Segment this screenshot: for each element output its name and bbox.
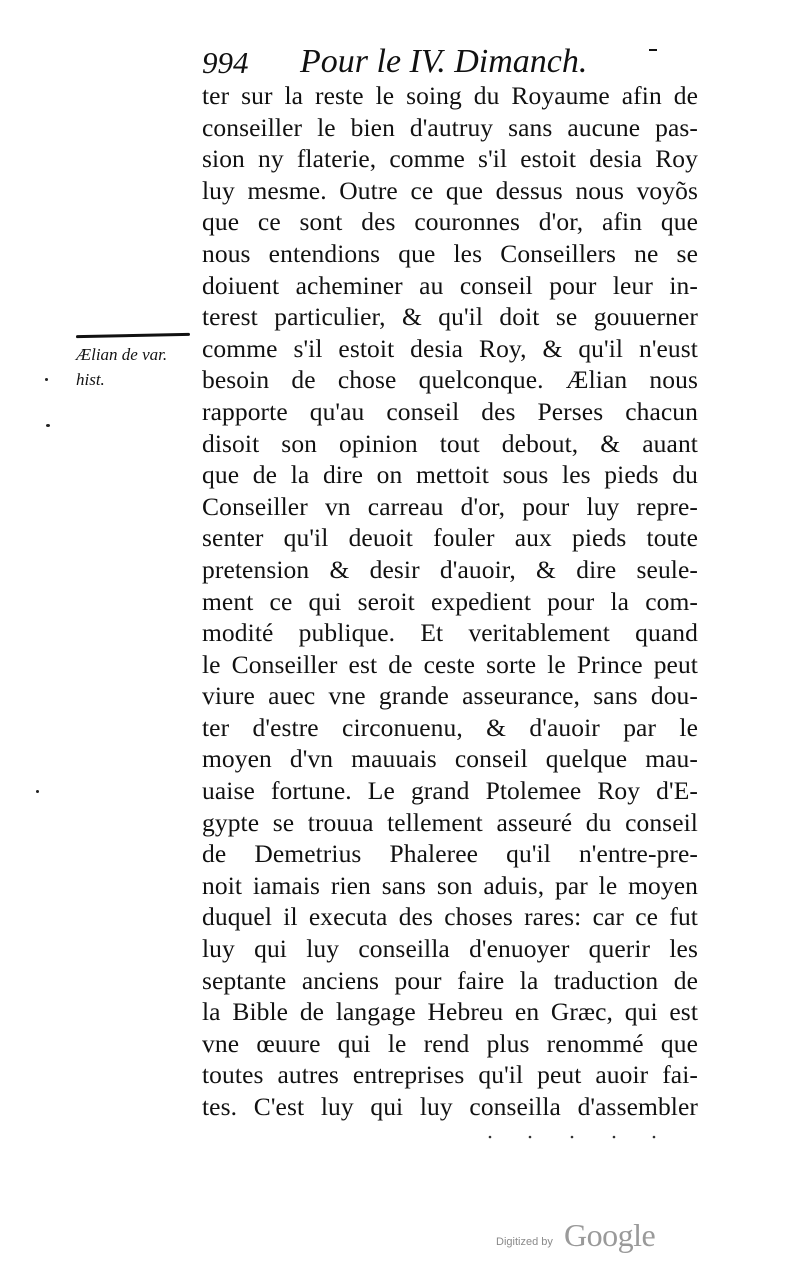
text-line: ter d'estre circonuenu, & d'auoir par le <box>202 712 698 742</box>
ink-dot <box>489 1136 492 1139</box>
footer-ink-dots <box>488 1132 678 1142</box>
text-line: nous entendions que les Conseillers ne se <box>202 238 698 268</box>
ink-dot <box>613 1136 616 1139</box>
text-line: pretension & desir d'auoir, & dire seule- <box>202 554 698 584</box>
text-line: senter qu'il deuoit fouler aux pieds toute <box>202 523 698 553</box>
margin-note <box>76 342 204 392</box>
margin-note-line: Ælian de var. <box>76 345 168 364</box>
text-line: toutes autres entreprises qu'il peut auoir fai- <box>202 1060 698 1090</box>
text-line: rapporte qu'au conseil des Perses chacun <box>202 396 698 426</box>
text-line: viure auec vne grande asseurance, sans dou- <box>202 681 698 711</box>
text-line: comme s'il estoit desia Roy, & qu'il n'eust <box>202 333 698 363</box>
ink-speck <box>45 378 48 381</box>
text-line: terest particulier, & qu'il doit se gouuerner <box>202 302 698 332</box>
text-line: ter sur la reste le soing du Royaume afin de <box>202 81 698 110</box>
text-line: modité publique. Et veritablement quand <box>202 618 698 648</box>
text-line: doiuent acheminer au conseil pour leur in- <box>202 270 698 300</box>
text-line: disoit son opinion tout debout, & auant <box>202 428 698 458</box>
google-logo: Google <box>564 1217 656 1253</box>
body-text <box>202 80 702 1123</box>
text-line: septante anciens pour faire la traduction de <box>202 965 698 995</box>
text-line: gypte se trouua tellement asseuré du conseil <box>202 807 698 837</box>
text-line: luy qui luy conseilla d'enuoyer querir les <box>202 934 698 964</box>
text-line: moyen d'vn mauuais conseil quelque mau- <box>202 744 698 774</box>
text-line: tes. C'est luy qui luy conseilla d'assembler <box>202 1092 698 1121</box>
margin-note-line: hist. <box>76 370 105 389</box>
ink-dot <box>653 1136 656 1139</box>
ink-speck <box>36 790 39 793</box>
header-mark <box>649 49 657 51</box>
text-line: vne œuure qui le rend plus renommé que <box>202 1028 698 1058</box>
text-line: noit iamais rien sans son aduis, par le moyen <box>202 870 698 900</box>
text-line: conseiller le bien d'autruy sans aucune pas- <box>202 112 698 142</box>
text-line: de Demetrius Phaleree qu'il n'entre-pre- <box>202 839 698 869</box>
text-line: ment ce qui seroit expedient pour la com- <box>202 586 698 616</box>
text-line: duquel il executa des choses rares: car ce fut <box>202 902 698 932</box>
text-line: que ce sont des couronnes d'or, afin que <box>202 207 698 237</box>
text-line: luy mesme. Outre ce que dessus nous voyõs <box>202 175 698 205</box>
text-line: sion ny flaterie, comme s'il estoit desia Roy <box>202 144 698 174</box>
running-title: Pour le IV. Dimanch. <box>300 43 588 80</box>
text-line: besoin de chose quelconque. Ælian nous <box>202 365 698 395</box>
text-line: que de la dire on mettoit sous les pieds du <box>202 460 698 490</box>
ink-dot <box>571 1136 574 1139</box>
margin-rule <box>76 333 190 338</box>
watermark-prefix: Digitized by <box>496 1236 553 1248</box>
text-line: uaise fortune. Le grand Ptolemee Roy d'E- <box>202 776 698 806</box>
page-number: 994 <box>202 45 249 80</box>
text-line: Conseiller vn carreau d'or, pour luy repre- <box>202 491 698 521</box>
ink-dot <box>529 1136 532 1139</box>
ink-speck <box>46 424 50 427</box>
text-line: la Bible de langage Hebreu en Græc, qui est <box>202 997 698 1027</box>
text-line: le Conseiller est de ceste sorte le Prince peut <box>202 649 698 679</box>
